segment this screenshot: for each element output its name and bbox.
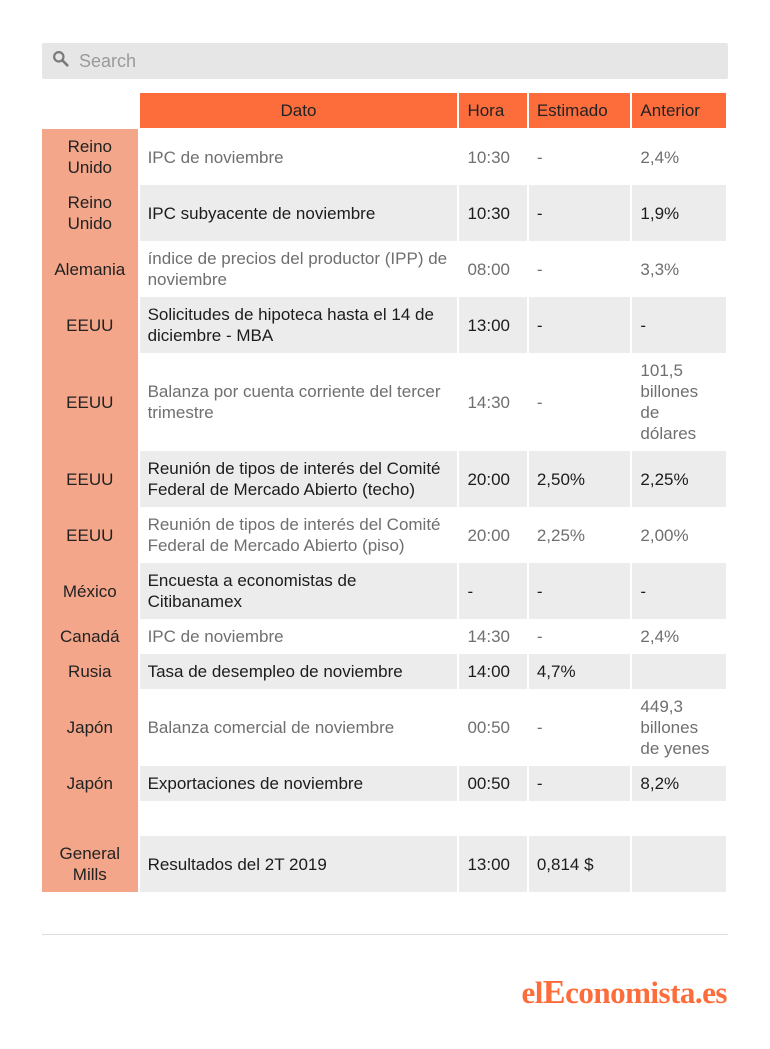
row-anterior <box>632 836 726 892</box>
row-hora: 20:00 <box>459 451 526 507</box>
row-hora: 00:50 <box>459 766 526 801</box>
table-row <box>42 241 726 297</box>
row-country: Japón <box>42 689 138 766</box>
logo-prefix: el <box>521 975 543 1010</box>
table-row <box>42 353 726 451</box>
row-hora: - <box>459 563 526 619</box>
table-row <box>42 654 726 689</box>
row-dato: Balanza comercial de noviembre <box>140 689 458 766</box>
row-hora: 14:30 <box>459 619 526 654</box>
eleconomista-logo <box>522 974 727 1012</box>
row-anterior: 101,5 billones de dólares <box>632 353 726 451</box>
search-input[interactable] <box>77 50 681 73</box>
row-country: Rusia <box>42 654 138 689</box>
row-hora: 08:00 <box>459 241 526 297</box>
divider <box>42 934 728 935</box>
row-anterior: 449,3 billones de yenes <box>632 689 726 766</box>
header-corner <box>42 93 138 129</box>
row-country: EEUU <box>42 507 138 563</box>
row-country: General Mills <box>42 836 138 892</box>
row-estimado: - <box>529 297 631 353</box>
row-anterior <box>632 654 726 689</box>
row-estimado: - <box>529 766 631 801</box>
row-estimado: 2,50% <box>529 451 631 507</box>
row-country: Alemania <box>42 241 138 297</box>
row-dato: Solicitudes de hipoteca hasta el 14 de diciembre - MBA <box>140 297 458 353</box>
row-anterior: 2,4% <box>632 619 726 654</box>
table-row <box>42 836 726 892</box>
table-body <box>42 129 726 892</box>
search-icon <box>52 50 69 72</box>
row-anterior: 8,2% <box>632 766 726 801</box>
row-dato: Resultados del 2T 2019 <box>140 836 458 892</box>
table-header-row <box>42 93 726 129</box>
header-estimado: Estimado <box>529 93 631 129</box>
row-anterior: 2,00% <box>632 507 726 563</box>
row-hora: 20:00 <box>459 507 526 563</box>
search-bar[interactable] <box>42 43 728 79</box>
table-row <box>42 689 726 766</box>
row-hora: 13:00 <box>459 297 526 353</box>
table-row <box>42 451 726 507</box>
row-hora: 14:30 <box>459 353 526 451</box>
header-anterior: Anterior <box>632 93 726 129</box>
row-estimado <box>529 801 631 836</box>
row-country: EEUU <box>42 297 138 353</box>
table-row <box>42 766 726 801</box>
row-dato: Exportaciones de noviembre <box>140 766 458 801</box>
row-country: EEUU <box>42 353 138 451</box>
row-anterior: 1,9% <box>632 185 726 241</box>
row-hora: 14:00 <box>459 654 526 689</box>
row-hora: 10:30 <box>459 129 526 185</box>
row-estimado: - <box>529 185 631 241</box>
row-dato <box>140 801 458 836</box>
header-dato: Dato <box>140 93 458 129</box>
row-country <box>42 801 138 836</box>
table-row <box>42 297 726 353</box>
row-dato: Tasa de desempleo de noviembre <box>140 654 458 689</box>
row-estimado: 4,7% <box>529 654 631 689</box>
row-anterior: 3,3% <box>632 241 726 297</box>
row-dato: IPC de noviembre <box>140 619 458 654</box>
table-row <box>42 801 726 836</box>
row-estimado: - <box>529 129 631 185</box>
table-row <box>42 507 726 563</box>
row-anterior: - <box>632 563 726 619</box>
row-dato: Balanza por cuenta corriente del tercer trimestre <box>140 353 458 451</box>
row-country: México <box>42 563 138 619</box>
row-dato: Reunión de tipos de interés del Comité Federal de Mercado Abierto (techo) <box>140 451 458 507</box>
row-country: Canadá <box>42 619 138 654</box>
table-row <box>42 185 726 241</box>
row-dato: índice de precios del productor (IPP) de noviembre <box>140 241 458 297</box>
row-estimado: 0,814 $ <box>529 836 631 892</box>
row-estimado: - <box>529 689 631 766</box>
row-anterior <box>632 801 726 836</box>
logo-big-letter: E <box>542 974 566 1011</box>
row-country: Reino Unido <box>42 129 138 185</box>
row-anterior: 2,4% <box>632 129 726 185</box>
row-hora: 13:00 <box>459 836 526 892</box>
row-hora <box>459 801 526 836</box>
header-hora: Hora <box>459 93 526 129</box>
row-country: Japón <box>42 766 138 801</box>
logo-suffix: conomista.es <box>565 975 727 1010</box>
row-dato: Reunión de tipos de interés del Comité Federal de Mercado Abierto (piso) <box>140 507 458 563</box>
table-row <box>42 619 726 654</box>
row-estimado: - <box>529 563 631 619</box>
row-estimado: 2,25% <box>529 507 631 563</box>
table-row <box>42 563 726 619</box>
row-estimado: - <box>529 353 631 451</box>
row-anterior: - <box>632 297 726 353</box>
row-country: EEUU <box>42 451 138 507</box>
row-anterior: 2,25% <box>632 451 726 507</box>
row-hora: 00:50 <box>459 689 526 766</box>
row-dato: IPC de noviembre <box>140 129 458 185</box>
row-hora: 10:30 <box>459 185 526 241</box>
row-dato: Encuesta a economistas de Citibanamex <box>140 563 458 619</box>
table-row <box>42 129 726 185</box>
economic-calendar-table <box>40 93 728 892</box>
row-dato: IPC subyacente de noviembre <box>140 185 458 241</box>
row-estimado: - <box>529 619 631 654</box>
row-country: Reino Unido <box>42 185 138 241</box>
row-estimado: - <box>529 241 631 297</box>
